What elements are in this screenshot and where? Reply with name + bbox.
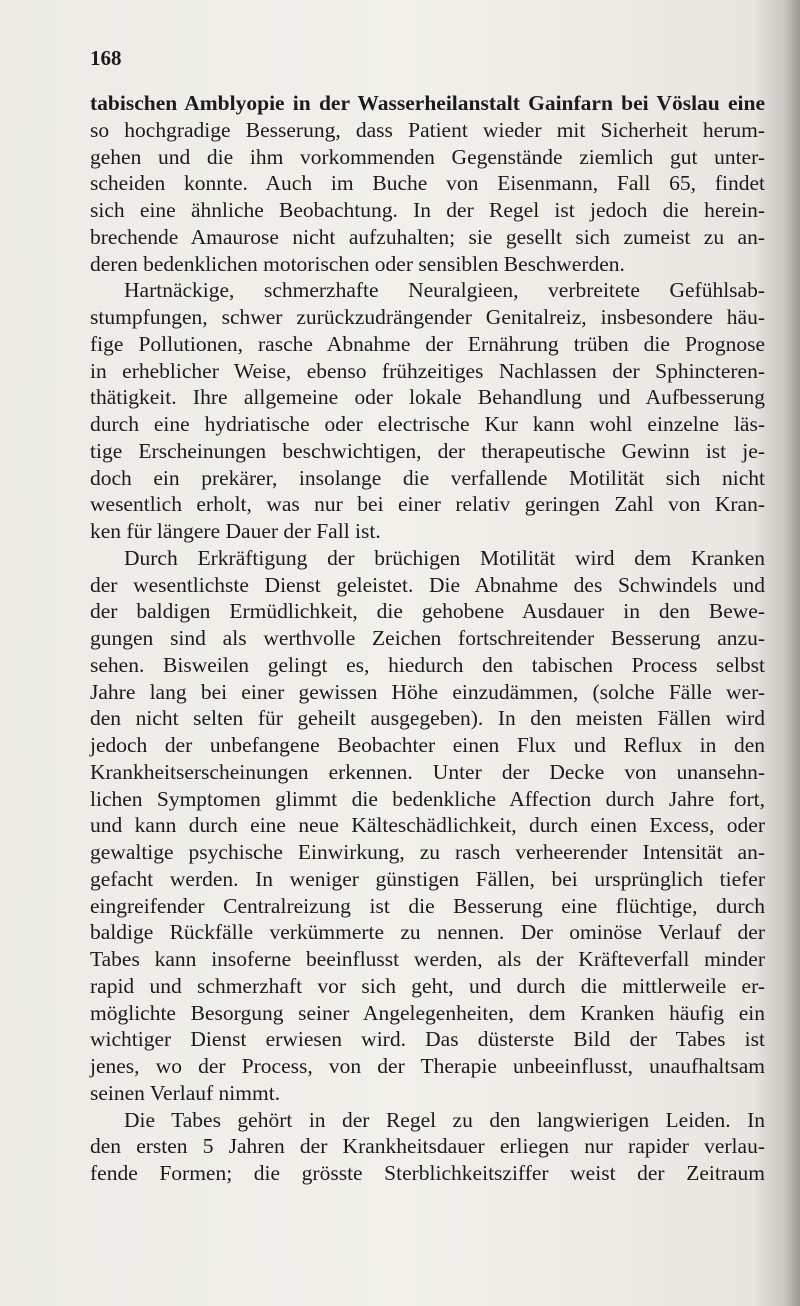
text-line: durch eine hydriatische oder electrische Kur kann wohl einzelne läs- (90, 412, 765, 436)
paragraph (90, 1107, 765, 1187)
text-line: gefacht werden. In weniger günstigen Fällen, bei ursprünglich tiefer (90, 866, 765, 891)
text-line: doch ein prekärer, insolange die verfallende Motilität sich nicht (90, 465, 765, 490)
text-line: Durch Erkräftigung der brüchigen Motilität wird dem Kranken (124, 545, 765, 570)
page-number: 168 (90, 46, 122, 70)
text-line: der baldigen Ermüdlichkeit, die gehobene Ausdauer in den Bewe- (90, 599, 765, 624)
text-line: rapid und schmerzhaft vor sich geht, und durch die mittlerweile er- (90, 973, 765, 998)
text-line: brechende Amaurose nicht aufzuhalten; sie gesellt sich zumeist zu an- (90, 224, 765, 249)
text-line: gewaltige psychische Einwirkung, zu rasch verheerender Intensität an- (90, 840, 765, 864)
text-line: thätigkeit. Ihre allgemeine oder lokale Behandlung und Aufbesserung (90, 385, 765, 410)
text-line: der wesentlichste Dienst geleistet. Die Abnahme des Schwindels und (90, 572, 765, 597)
text-line: gehen und die ihm vorkommenden Gegenstände ziemlich gut unter- (90, 144, 765, 169)
text-line: Tabes kann insoferne beeinflusst werden, als der Kräfteverfall minder (90, 947, 765, 971)
text-line: Hartnäckige, schmerzhafte Neuralgieen, verbreitete Gefühlsab- (124, 278, 765, 303)
text-line: deren bedenklichen motorischen oder sensiblen Beschwerden. (90, 251, 625, 276)
text-line: tabischen Amblyopie in der Wasserheilanstalt Gainfarn bei Vöslau eine (90, 91, 765, 115)
text-line: wesentlich erholt, was nur bei einer relativ geringen Zahl von Kran- (90, 492, 765, 517)
text-line: so hochgradige Besserung, dass Patient wieder mit Sicherheit herum- (90, 117, 765, 142)
text-line: ken für längere Dauer der Fall ist. (90, 519, 381, 543)
text-line: Die Tabes gehört in der Regel zu den langwierigen Leiden. In (124, 1107, 765, 1132)
text-line: scheiden konnte. Auch im Buche von Eisenmann, Fall 65, findet (90, 171, 765, 196)
paragraph (90, 277, 765, 545)
text-line: baldige Rückfälle verkümmerte zu nennen. Der ominöse Verlauf der (90, 920, 765, 945)
text-line: und kann durch eine neue Kälteschädlichkeit, durch einen Excess, oder (90, 813, 765, 838)
text-line: fende Formen; die grösste Sterblichkeitsziffer weist der Zeitraum (90, 1161, 765, 1185)
text-line: möglichte Besorgung seiner Angelegenheiten, dem Kranken häufig ein (90, 1000, 765, 1025)
text-line: wichtiger Dienst erwiesen wird. Das düsterste Bild der Tabes ist (90, 1027, 765, 1052)
text-line: sehen. Bisweilen gelingt es, hiedurch den tabischen Process selbst (90, 652, 765, 677)
text-line: jedoch der unbefangene Beobachter einen Flux und Reflux in den (90, 733, 765, 757)
text-line: stumpfungen, schwer zurückzudrängender Genitalreiz, insbesondere häu- (90, 305, 765, 329)
paragraph (90, 545, 765, 1107)
text-line: lichen Symptomen glimmt die bedenkliche Affection durch Jahre fort, (90, 786, 765, 811)
text-line: Jahre lang bei einer gewissen Höhe einzudämmen, (solche Fälle wer- (90, 679, 765, 704)
text-line: tige Erscheinungen beschwichtigen, der therapeutische Gewinn ist je- (90, 438, 765, 463)
text-line: eingreifender Centralreizung ist die Besserung eine flüchtige, durch (90, 893, 765, 918)
text-line: jenes, wo der Process, von der Therapie unbeeinflusst, unaufhaltsam (90, 1054, 765, 1078)
text-line: Krankheitserscheinungen erkennen. Unter der Decke von unansehn- (90, 759, 765, 784)
text-line: fige Pollutionen, rasche Abnahme der Ernährung trüben die Prognose (90, 331, 765, 356)
text-line: den ersten 5 Jahren der Krankheitsdauer erliegen nur rapider verlau- (90, 1134, 765, 1159)
body-text (90, 90, 765, 1187)
text-line: gungen sind als werthvolle Zeichen fortschreitender Besserung anzu- (90, 626, 765, 650)
text-line: den nicht selten für geheilt ausgegeben). In den meisten Fällen wird (90, 706, 765, 731)
paragraph (90, 90, 765, 277)
text-line: in erheblicher Weise, ebenso frühzeitiges Nachlassen der Sphincteren- (90, 358, 765, 383)
text-line: sich eine ähnliche Beobachtung. In der Regel ist jedoch die herein- (90, 198, 765, 222)
text-line: seinen Verlauf nimmt. (90, 1080, 281, 1105)
